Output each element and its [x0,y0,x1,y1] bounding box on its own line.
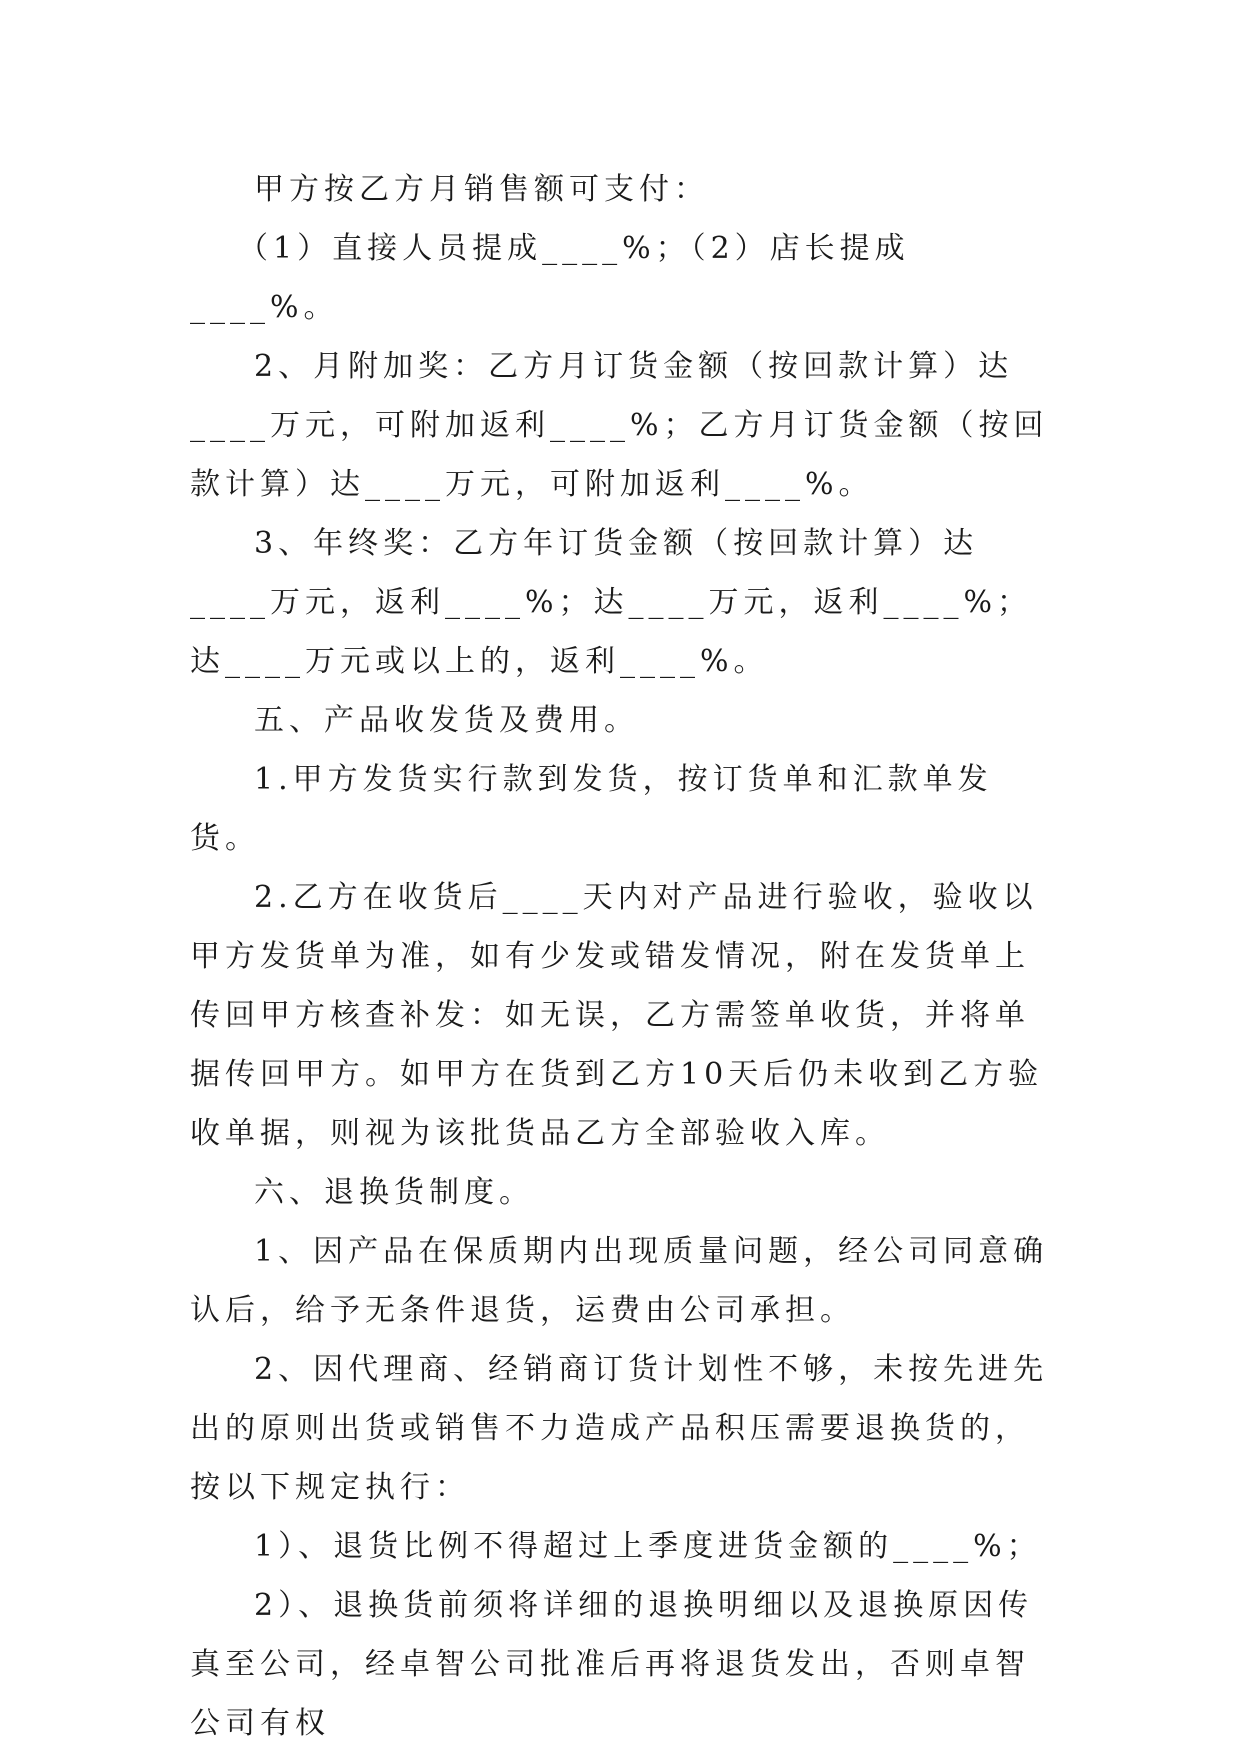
document-body [190,160,1050,1753]
section-heading-shipping: 五、产品收发货及费用。 [254,703,639,738]
paragraph-returns-rule-2: 2）、退换货前须将详细的退换明细以及退换原因传真至公司，经卓智公司批准后再将退货发出，否则卓智公司有权 [190,1588,1034,1741]
paragraph-payment-intro: 甲方按乙方月销售额可支付： [254,172,709,207]
paragraph-returns-2: 2、因代理商、经销商订货计划性不够，未按先进先出的原则出货或销售不力造成产品积压需要退换货的，按以下规定执行： [190,1352,1049,1505]
section-heading-returns: 六、退换货制度。 [254,1175,534,1210]
paragraph-annual-bonus: 3、年终奖：乙方年订货金额（按回款计算）达____万元，返利____%；达____万元，返利____%；达____万元或以上的，返利____%。 [190,526,1033,679]
paragraph-shipping-2: 2.乙方在收货后____天内对产品进行验收，验收以甲方发货单为准，如有少发或错发情况，附在发货单上传回甲方核查补发：如无误，乙方需签单收货，并将单据传回甲方。如甲方在货到乙方10天后仍未收到乙方验收单据，则视为该批货品乙方全部验收入库。 [190,880,1044,1151]
paragraph-returns-1: 1、因产品在保质期内出现质量问题，经公司同意确认后，给予无条件退货，运费由公司承担。 [190,1234,1049,1328]
paragraph-commission: （1）直接人员提成____%；（2）店长提成____%。 [190,231,910,325]
paragraph-shipping-1: 1.甲方发货实行款到发货，按订货单和汇款单发货。 [190,762,993,856]
paragraph-monthly-bonus: 2、月附加奖：乙方月订货金额（按回款计算）达____万元，可附加返利____%；乙方月订货金额（按回款计算）达____万元，可附加返利____%。 [190,349,1049,502]
paragraph-returns-rule-1: 1）、退货比例不得超过上季度进货金额的____%； [254,1529,1042,1564]
